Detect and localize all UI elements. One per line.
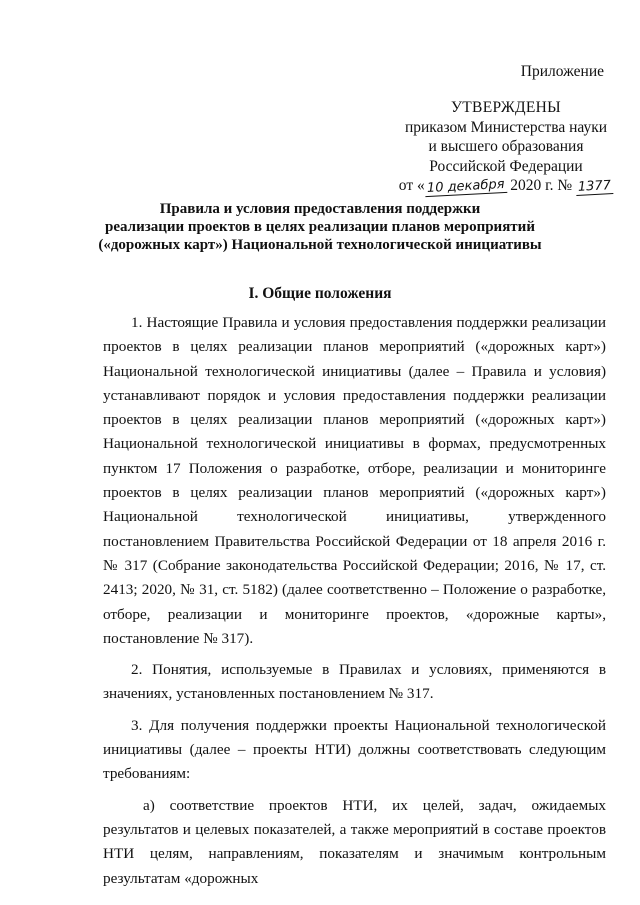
approval-block [398, 98, 614, 196]
paragraph: а) соответствие проектов НТИ, их целей, задач, ожидаемых результатов и целевых показателей, а также мероприятий в составе проектов НТИ целям, направлениям, показателям и значимым контрольным результатам «дорожных [103, 796, 606, 887]
approval-line: Российской Федерации [429, 157, 583, 175]
approval-date-line [398, 176, 614, 196]
date-prefix: от « [398, 177, 425, 194]
paragraph: 3. Для получения поддержки проекты Национальной технологической инициативы (далее – проекты НТИ) должны соответствовать следующим требованиям: [103, 716, 606, 783]
section-heading: I. Общие положения [248, 285, 392, 302]
approval-title: УТВЕРЖДЕНЫ [451, 99, 561, 116]
appendix-label: Приложение [520, 63, 604, 80]
date-year: 2020 г. № [510, 177, 573, 194]
title-line: («дорожных карт») Национальной технологической инициативы [98, 237, 542, 253]
title-line: Правила и условия предоставления поддержки [159, 201, 481, 217]
handwritten-number: 1377 [576, 179, 614, 196]
paragraph: 1. Настоящие Правила и условия предоставления поддержки реализации проектов в целях реализации планов мероприятий («дорожных карт») Национальной технологической инициативы (далее – Правила и условия) устанавливают порядок и условия предоставления поддержки реализации проектов в целях реализации планов мероприятий («дорожных карт») Национальной технологической инициативы в формах, предусмотренных пунктом 17 Положения о разработке, отборе, реализации и мониторинге проектов в целях реализации планов мероприятий («дорожных карт») Национальной технологической инициативы, утвержденного постановлением Правительства Российской Федерации от 18 апреля 2016 г. № 317 (Собрание законодательства Российской Федерации; 2016, № 17, ст. 2413; 2020, № 31, ст. 5182) (далее соответственно – Положение о разработке, отборе, реализации и мониторинге проектов, «дорожные карты», постановление № 317). [103, 314, 606, 647]
paragraph: 2. Понятия, используемые в Правилах и условиях, применяются в значениях, установленных постановлением № 317. [103, 661, 606, 703]
document-body [103, 311, 606, 898]
approval-line: и высшего образования [428, 138, 584, 155]
title-line: реализации проектов в целях реализации планов мероприятий [105, 219, 535, 235]
approval-line: приказом Министерства науки [404, 118, 608, 136]
handwritten-date: 10 декабря [424, 178, 506, 197]
document-title [0, 200, 640, 254]
